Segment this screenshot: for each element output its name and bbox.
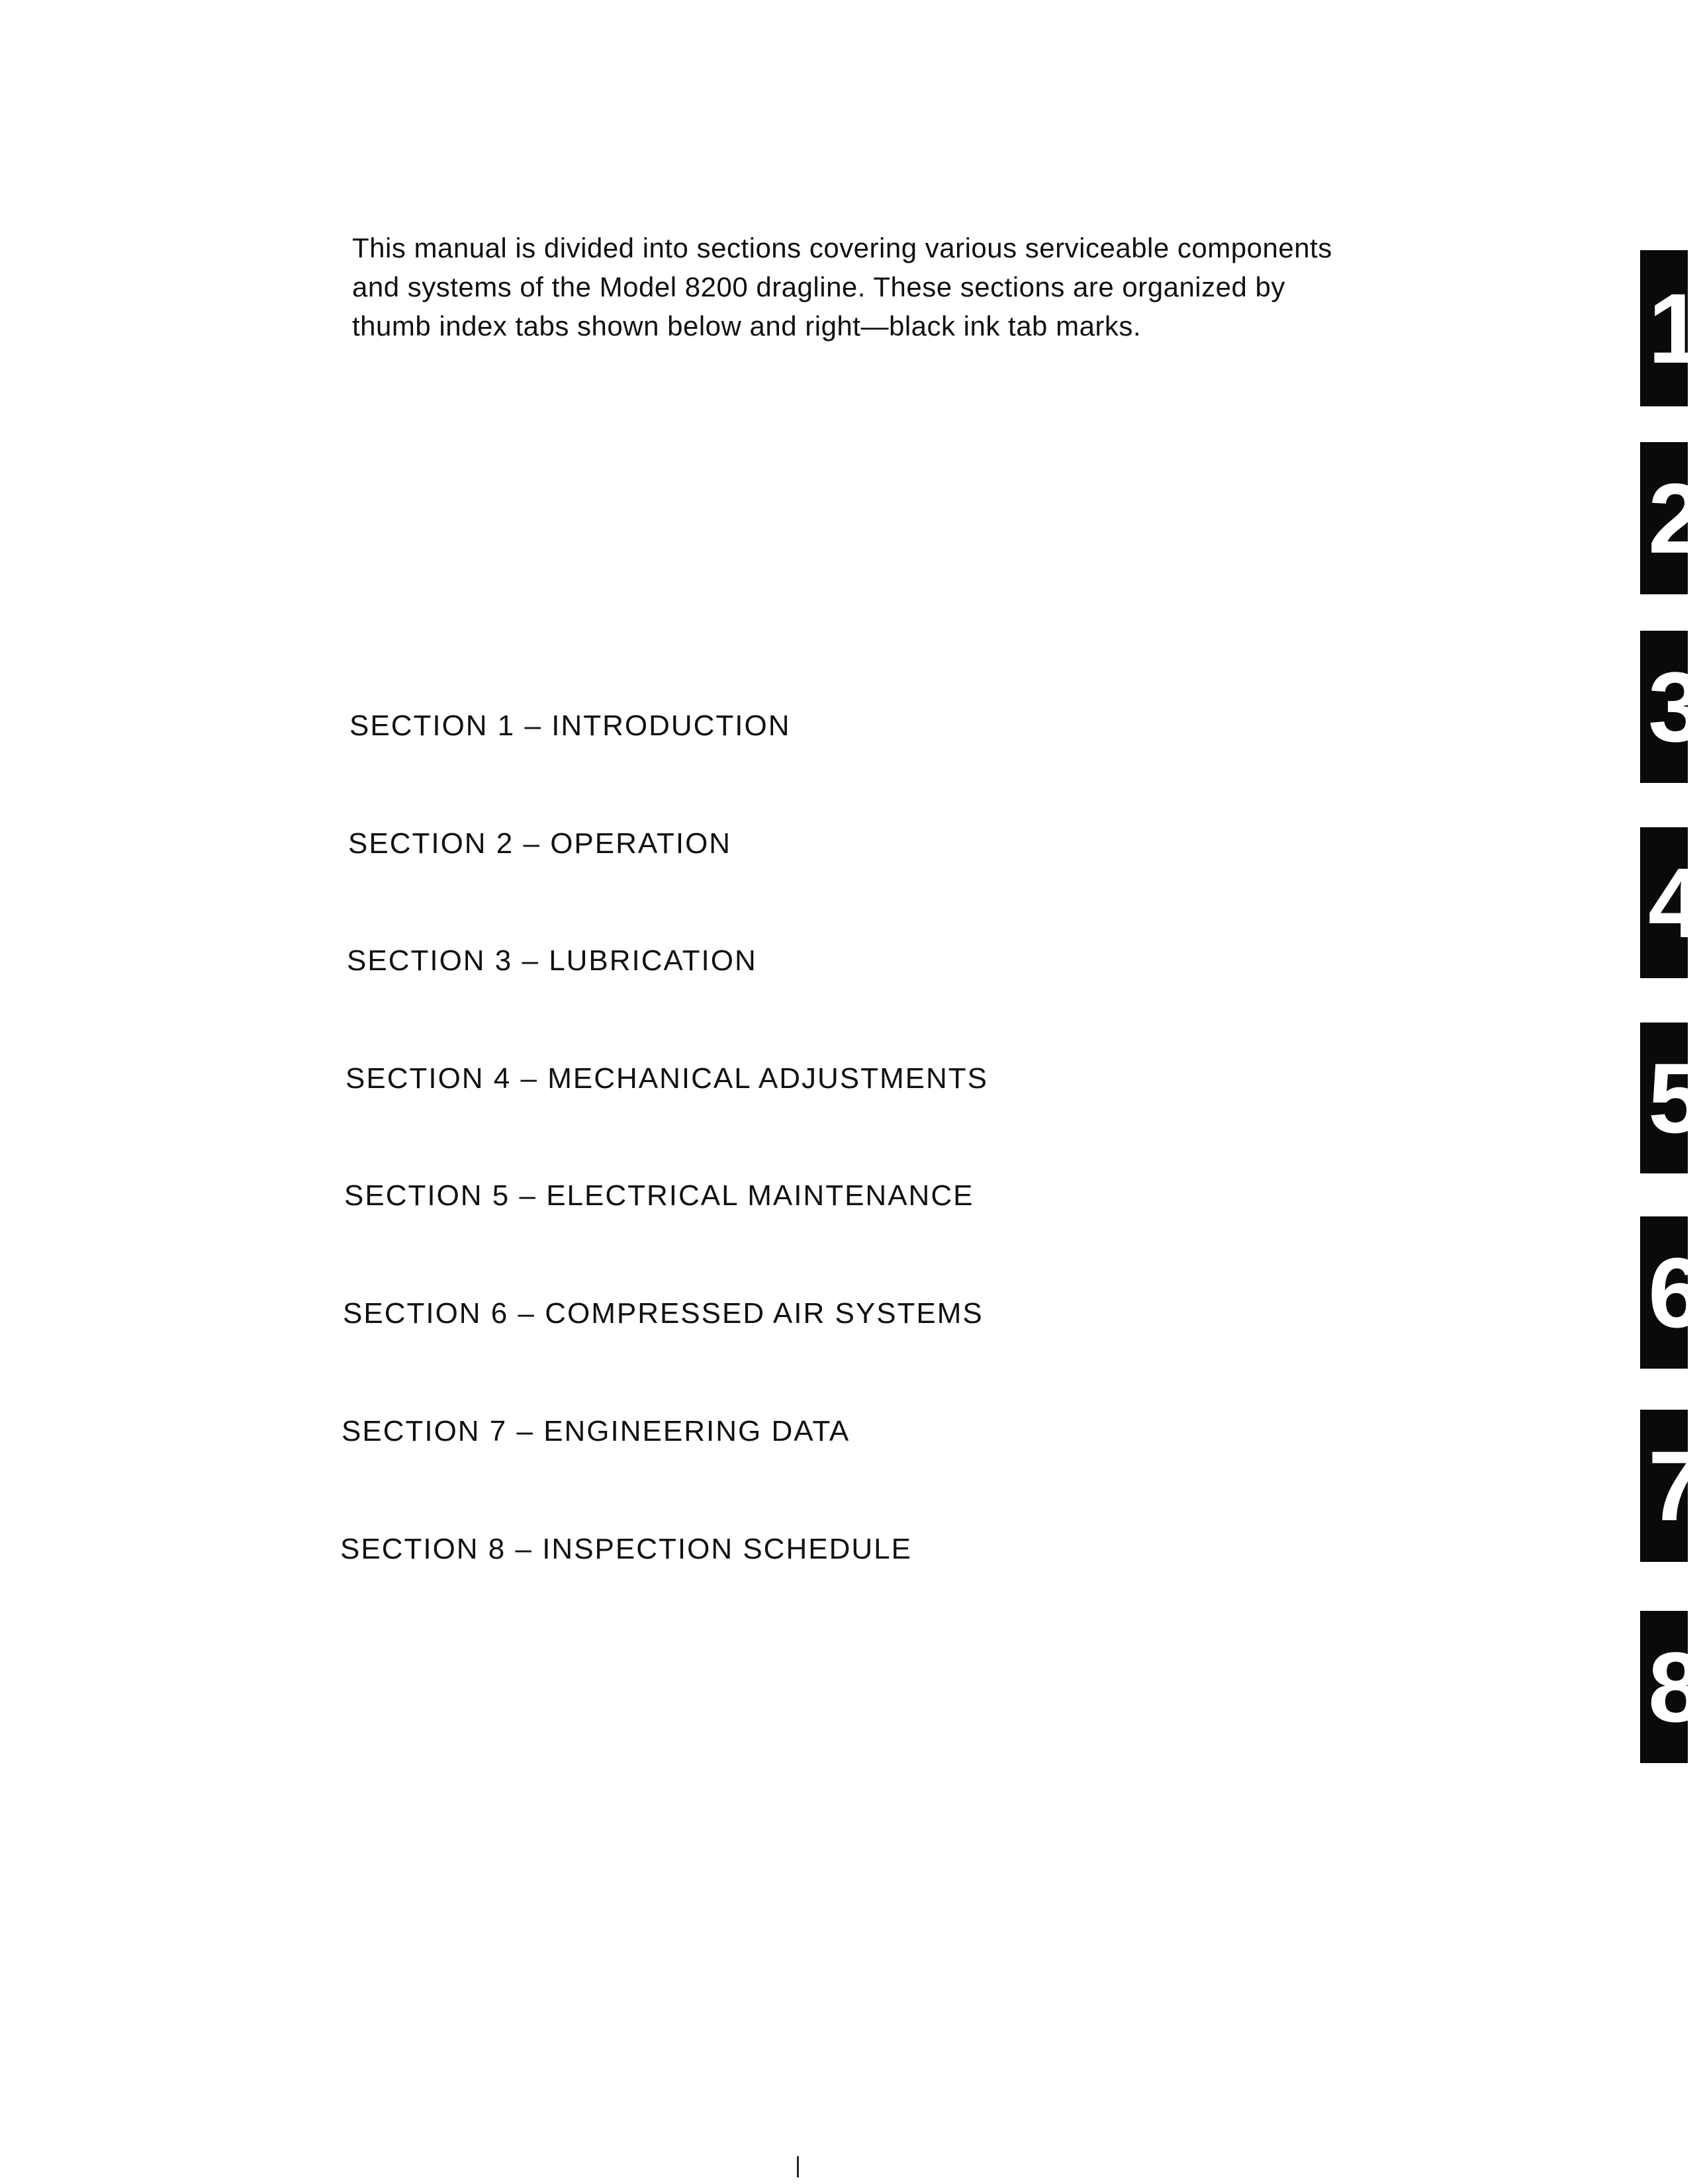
thumb-tab-1[interactable] [1640,250,1703,406]
intro-paragraph [352,228,1371,345]
intro-line-1: This manual is divided into sections covering various serviceable components [352,232,1332,263]
thumb-tab-4[interactable] [1640,827,1703,978]
section-5-entry[interactable]: SECTION 5 – ELECTRICAL MAINTENANCE [344,1179,974,1212]
section-7-entry[interactable]: SECTION 7 – ENGINEERING DATA [342,1415,851,1447]
intro-line-2: and systems of the Model 8200 dragline. These sections are organized by [352,271,1285,302]
thumb-tab-2[interactable] [1640,442,1703,594]
thumb-tab-3[interactable] [1640,631,1703,783]
thumb-tab-1-number: 1 [1648,273,1703,384]
page-mark [797,2156,799,2177]
thumb-tab-7-number: 7 [1648,1430,1703,1541]
section-2-entry[interactable]: SECTION 2 – OPERATION [348,827,732,860]
thumb-tab-5-number: 5 [1648,1042,1703,1154]
thumb-tab-2-number: 2 [1648,463,1703,574]
thumb-tab-8[interactable] [1640,1611,1703,1763]
section-4-entry[interactable]: SECTION 4 – MECHANICAL ADJUSTMENTS [345,1062,988,1095]
section-3-entry[interactable]: SECTION 3 – LUBRICATION [347,944,757,977]
thumb-tab-3-number: 3 [1648,651,1703,762]
section-1-entry[interactable]: SECTION 1 – INTRODUCTION [349,709,791,742]
thumb-tab-4-number: 4 [1648,847,1703,958]
thumb-tab-7[interactable] [1640,1410,1703,1562]
thumb-tab-8-number: 8 [1648,1631,1703,1743]
thumb-tab-6-number: 6 [1648,1237,1703,1348]
thumb-tab-6[interactable] [1640,1216,1703,1369]
intro-line-3: thumb index tabs shown below and right—black ink tab marks. [352,310,1142,341]
section-6-entry[interactable]: SECTION 6 – COMPRESSED AIR SYSTEMS [343,1297,984,1330]
section-8-entry[interactable]: SECTION 8 – INSPECTION SCHEDULE [340,1533,912,1565]
thumb-tab-5[interactable] [1640,1023,1703,1173]
